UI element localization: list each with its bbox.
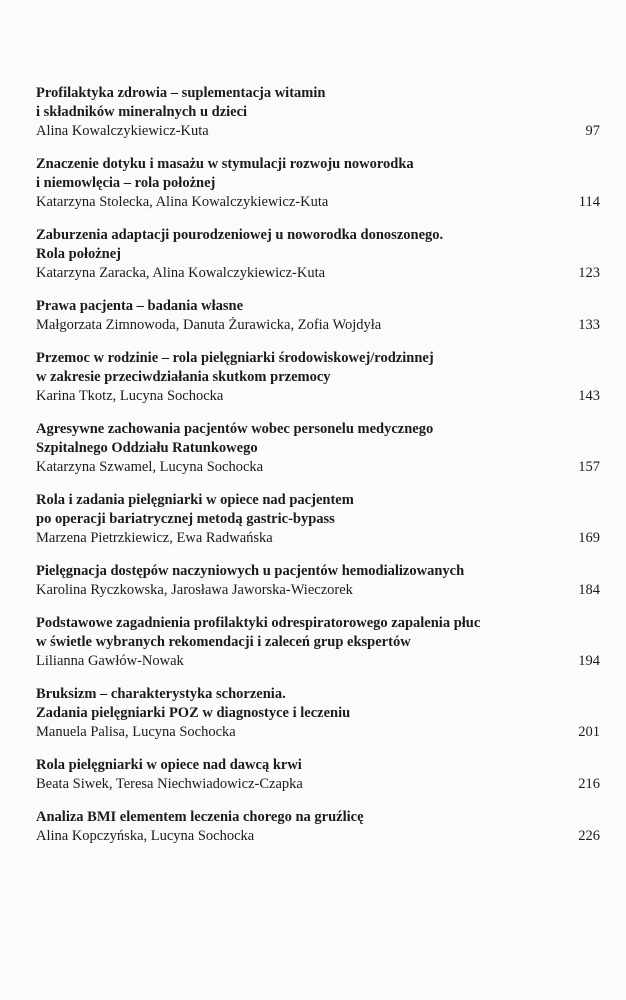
entry-authors: Karina Tkotz, Lucyna Sochocka — [36, 388, 224, 404]
toc-entry — [36, 226, 600, 283]
toc-entry — [36, 420, 600, 477]
table-of-contents — [36, 84, 600, 860]
entry-title-line: Rola i zadania pielęgniarki w opiece nad pacjentem — [36, 492, 354, 508]
toc-entry — [36, 297, 600, 335]
entry-title-line: Bruksizm – charakterystyka schorzenia. — [36, 686, 286, 702]
entry-title-line: Szpitalnego Oddziału Ratunkowego — [36, 440, 258, 456]
entry-title-line: Znaczenie dotyku i masażu w stymulacji rozwoju noworodka — [36, 156, 414, 172]
toc-entry — [36, 756, 600, 794]
entry-title-line: w zakresie przeciwdziałania skutkom przemocy — [36, 369, 331, 385]
entry-title-line: Zadania pielęgniarki POZ w diagnostyce i leczeniu — [36, 705, 351, 721]
entry-authors: Alina Kopczyńska, Lucyna Sochocka — [36, 828, 255, 844]
toc-entry — [36, 562, 600, 600]
entry-page-number: 97 — [585, 123, 600, 139]
entry-page-number: 201 — [578, 724, 600, 740]
entry-authors: Alina Kowalczykiewicz-Kuta — [36, 123, 209, 139]
entry-page-number: 216 — [578, 776, 600, 792]
entry-title-line: po operacji bariatrycznej metodą gastric-bypass — [36, 511, 335, 527]
entry-title-line: Agresywne zachowania pacjentów wobec personelu medycznego — [36, 421, 434, 437]
entry-authors: Marzena Pietrzkiewicz, Ewa Radwańska — [36, 530, 273, 546]
entry-title-line: w świetle wybranych rekomendacji i zaleceń grup ekspertów — [36, 634, 411, 650]
entry-title-line: Przemoc w rodzinie – rola pielęgniarki środowiskowej/rodzinnej — [36, 350, 434, 366]
toc-entry — [36, 614, 600, 671]
entry-page-number: 143 — [578, 388, 600, 404]
toc-entry — [36, 155, 600, 212]
toc-entry — [36, 685, 600, 742]
entry-page-number: 169 — [578, 530, 600, 546]
entry-title-line: Analiza BMI elementem leczenia chorego na gruźlicę — [36, 809, 364, 825]
entry-authors: Lilianna Gawłów-Nowak — [36, 653, 184, 669]
entry-authors: Beata Siwek, Teresa Niechwiadowicz-Czapka — [36, 776, 303, 792]
entry-authors: Małgorzata Zimnowoda, Danuta Żurawicka, Zofia Wojdyła — [36, 317, 382, 333]
entry-authors: Katarzyna Stolecka, Alina Kowalczykiewicz-Kuta — [36, 194, 329, 210]
entry-title-line: Rola położnej — [36, 246, 121, 262]
entry-page-number: 114 — [578, 194, 600, 210]
entry-page-number: 184 — [578, 582, 600, 598]
entry-authors: Katarzyna Zaracka, Alina Kowalczykiewicz-Kuta — [36, 265, 326, 281]
toc-entry — [36, 349, 600, 406]
entry-title-line: Profilaktyka zdrowia – suplementacja witamin — [36, 85, 326, 101]
entry-page-number: 123 — [578, 265, 600, 281]
entry-title-line: Podstawowe zagadnienia profilaktyki odrespiratorowego zapalenia płuc — [36, 615, 481, 631]
entry-page-number: 133 — [578, 317, 600, 333]
toc-entry — [36, 491, 600, 548]
entry-authors: Katarzyna Szwamel, Lucyna Sochocka — [36, 459, 264, 475]
entry-authors: Manuela Palisa, Lucyna Sochocka — [36, 724, 236, 740]
entry-page-number: 157 — [578, 459, 600, 475]
entry-title-line: Pielęgnacja dostępów naczyniowych u pacjentów hemodializowanych — [36, 563, 465, 579]
entry-title-line: Zaburzenia adaptacji pourodzeniowej u noworodka donoszonego. — [36, 227, 444, 243]
entry-page-number: 226 — [578, 828, 600, 844]
entry-authors: Karolina Ryczkowska, Jarosława Jaworska-Wieczorek — [36, 582, 353, 598]
toc-entry — [36, 84, 600, 141]
entry-title-line: Rola pielęgniarki w opiece nad dawcą krwi — [36, 757, 302, 773]
entry-title-line: i składników mineralnych u dzieci — [36, 104, 248, 120]
entry-page-number: 194 — [578, 653, 600, 669]
toc-entry — [36, 808, 600, 846]
entry-title-line: i niemowlęcia – rola położnej — [36, 175, 216, 191]
entry-title-line: Prawa pacjenta – badania własne — [36, 298, 244, 314]
